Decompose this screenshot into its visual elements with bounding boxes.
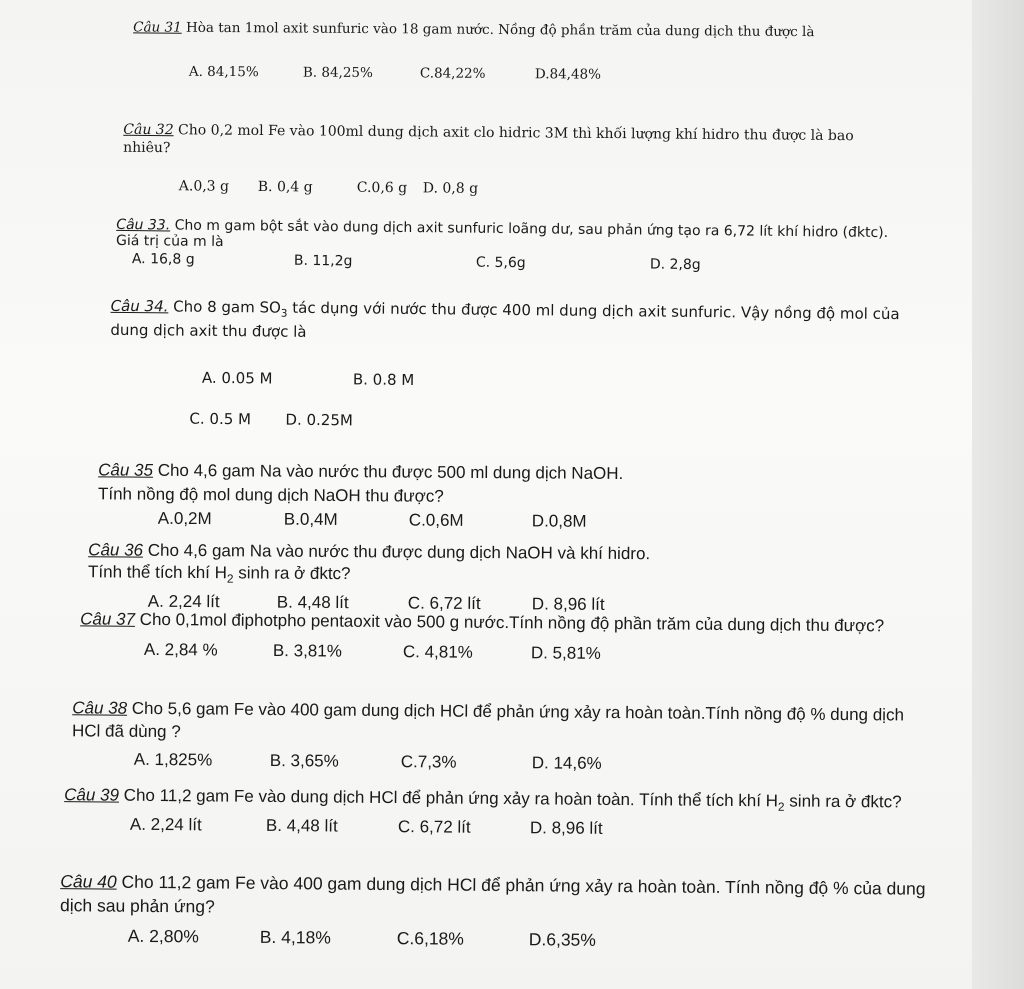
option-a: A. 2,84 % (143, 639, 218, 660)
page-edge (972, 0, 1024, 989)
option-b: B. 3,81% (272, 640, 342, 661)
option-b: B. 4,48 lít (265, 816, 338, 837)
question-40 (60, 870, 941, 957)
option-c: C.6,18% (396, 928, 464, 949)
option-d: D. 8,96 lít (531, 594, 605, 614)
question-number: Câu 36 (88, 540, 144, 560)
question-33 (116, 217, 897, 283)
question-32 (123, 122, 864, 208)
option-b: B. 0,4 g (257, 178, 313, 196)
option-c: C.0,6M (408, 510, 464, 530)
option-c: C. 6,72 lít (407, 593, 481, 613)
question-text-part1: Cho 8 gam SO (168, 297, 281, 317)
option-d: D. 2,8g (649, 256, 701, 274)
question-34 (109, 296, 910, 441)
option-d: D. 14,6% (531, 753, 602, 773)
option-b: B. 11,2g (293, 252, 353, 270)
option-a: A. 2,80% (127, 926, 199, 947)
option-c: C. 6,72 lít (397, 817, 471, 838)
answer-options (117, 64, 897, 93)
question-number: Câu 38 (72, 698, 128, 718)
option-b: B. 0.8 M (352, 370, 415, 389)
question-39 (64, 784, 944, 846)
question-text-part2: tác dụng với nước thu được 400 ml dung dịch axit sunfuric. Vậy nồng độ mol của dung dịch axit thu được là (110, 298, 900, 342)
question-text: Cho 4,6 gam Na vào nước thu được 500 ml dung dịch NaOH. (152, 460, 624, 484)
question-text: Cho m gam bột sắt vào dung dịch axit sunfuric loãng dư, sau phản ứng tạo ra 6,72 lít khí hidro (đktc). Giá trị của m là (115, 217, 889, 251)
subscript: 2 (226, 571, 234, 586)
answer-options (72, 749, 932, 781)
question-text: Cho 5,6 gam Fe vào 400 gam dung dịch HCl để phản ứng xảy ra hoàn toàn.Tính nồng độ % dung dịch HCl đã dùng ? (71, 698, 905, 742)
question-text: Cho 0,1mol điphotpho pentaoxit vào 500 g nước.Tính nồng độ phần trăm của dung dịch thu được? (134, 609, 885, 636)
option-b: B. 4,48 lít (276, 592, 349, 613)
option-c: C. 5,6g (475, 254, 526, 272)
option-a: A. 2,24 lít (147, 591, 220, 612)
option-d: D.0,8M (531, 510, 587, 531)
question-38 (72, 697, 933, 780)
option-b: B. 84,25% (302, 64, 373, 82)
question-text: Hòa tan 1mol axit sunfuric vào 18 gam nước. Nồng độ phần trăm của dung dịch thu được là (181, 19, 815, 41)
question-number: Câu 34. (110, 296, 169, 316)
option-c: C. 4,81% (402, 642, 473, 662)
option-a: A. 84,15% (188, 64, 259, 81)
question-number: Câu 39 (64, 785, 120, 805)
question-text-line2: Tính nồng độ mol dung dịch NaOH thu được? (97, 484, 444, 506)
option-b: B. 3,65% (269, 750, 339, 771)
option-d: D. 0.25M (285, 410, 353, 430)
question-text: Cho 0,2 mol Fe vào 100ml dung dịch axit clo hidric 3M thì khối lượng khí hidro thu được là bao nhiêu? (123, 122, 854, 157)
question-text-line2-part2: sinh ra ở đktc? (233, 563, 351, 584)
question-text-part2: sinh ra ở đktc? (784, 791, 902, 812)
answer-options (64, 815, 944, 847)
subscript: 2 (777, 799, 785, 814)
question-text-part1: Cho 11,2 gam Fe vào dung dịch HCl để phản ứng xảy ra hoàn toàn. Tính thể tích khí H (118, 785, 779, 811)
option-c: C.0,6 g (356, 179, 408, 197)
question-number: Câu 37 (80, 609, 136, 629)
option-b: B.0,4M (283, 509, 338, 529)
answer-options (123, 178, 863, 208)
option-a: A. 16,8 g (131, 251, 195, 268)
question-number: Câu 31 (133, 19, 182, 36)
option-a: A. 2,24 lít (129, 815, 202, 835)
question-text-line2-part1: Tính thể tích khí H (87, 562, 228, 583)
question-number: Câu 32 (123, 121, 174, 139)
answer-options (98, 508, 858, 537)
option-d: D.6,35% (528, 929, 596, 951)
option-d: D. 8,96 lít (529, 818, 603, 839)
option-a: A. 1,825% (133, 749, 213, 770)
answer-options-row2 (109, 409, 909, 441)
option-a: A.0,2M (157, 508, 212, 528)
subscript: 3 (280, 307, 288, 320)
option-b: B. 4,18% (259, 927, 331, 948)
option-d: D. 5,81% (530, 643, 601, 663)
question-number: Câu 35 (98, 460, 154, 480)
option-a: A. 0.05 M (201, 368, 273, 388)
question-text: Cho 4,6 gam Na vào nước thu được dung dịch NaOH và khí hidro. (142, 540, 651, 564)
question-37 (80, 608, 920, 670)
question-31 (117, 19, 897, 93)
option-d: D. 0,8 g (422, 180, 479, 197)
answer-options (60, 925, 940, 957)
option-d: D.84,48% (534, 66, 602, 83)
question-number: Câu 33. (116, 216, 171, 234)
option-a: A.0,3 g (178, 178, 230, 195)
question-number: Câu 40 (60, 871, 117, 892)
answer-options (80, 639, 920, 670)
question-35 (98, 458, 858, 537)
option-c: C.84,22% (419, 65, 486, 83)
option-c: C.7,3% (400, 751, 457, 772)
question-text: Cho 11,2 gam Fe vào 400 gam dung dịch HCl để phản ứng xảy ra hoàn toàn. Tính nồng độ % của dung dịch sau phản ứng? (59, 871, 926, 917)
option-c: C. 0.5 M (189, 409, 252, 429)
answer-options-row1 (110, 368, 910, 400)
